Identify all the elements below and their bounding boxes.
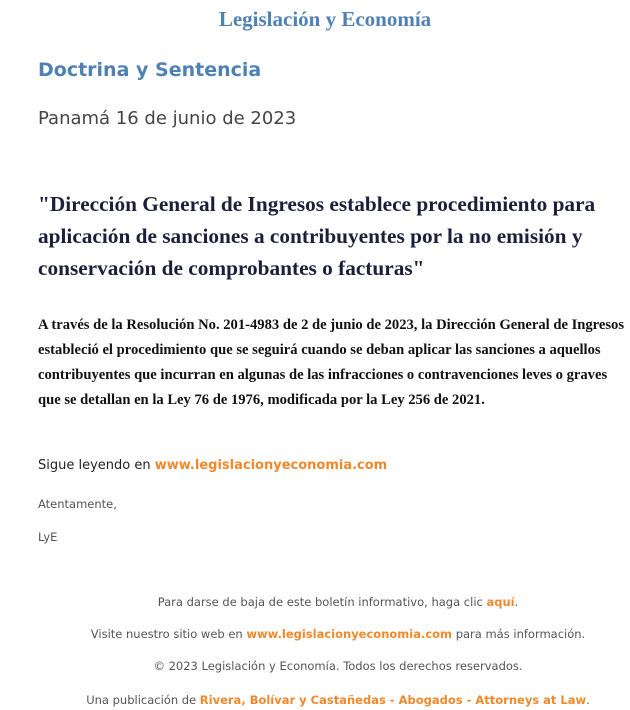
article-headline: "Dirección General de Ingresos establece procedimiento para aplicación de sanciones a contribuyentes por la no emisión y conservación de comprobantes o facturas" (38, 192, 596, 280)
dateline: Panamá 16 de junio de 2023 (38, 108, 297, 129)
visit-website-line (0, 627, 630, 641)
unsubscribe-line (0, 595, 630, 609)
article-lede: A través de la Resolución No. 201-4983 de 2 de junio de 2023, la Dirección General de Ingresos estableció el procedimiento que se seguirá cuando se deban aplicar las sanciones a aquellos contribuyentes que incurran en algunas de las infracciones o contravenciones leves o graves que se detallan en la Ley 76 de 1976, modificada por la Ley 256 de 2021. (38, 317, 625, 408)
closing-text: Atentamente, (38, 497, 117, 511)
continue-reading-link[interactable]: www.legislacionyeconomia.com (154, 458, 388, 473)
newsletter-masthead: Legislación y Economía (218, 7, 432, 31)
copyright-notice: © 2023 Legislación y Economía. Todos los derechos reservados. (153, 659, 523, 673)
continue-reading (38, 458, 387, 473)
publisher-link[interactable]: Rivera, Bolívar y Castañedas - Abogados - Attorneys at Law (199, 693, 587, 707)
visit-suffix: para más información. (452, 627, 586, 641)
unsubscribe-prefix: Para darse de baja de este boletín informativo, haga clic (157, 595, 487, 609)
website-link[interactable]: www.legislacionyeconomia.com (246, 627, 453, 641)
section-title: Doctrina y Sentencia (38, 59, 262, 81)
continue-prefix: Sigue leyendo en (38, 458, 155, 473)
unsubscribe-suffix: . (514, 595, 519, 609)
publisher-line (0, 693, 630, 707)
visit-prefix: Visite nuestro sitio web en (90, 627, 247, 641)
unsubscribe-link[interactable]: aquí (486, 595, 515, 609)
publisher-prefix: Una publicación de (86, 693, 200, 707)
signature: LyE (38, 530, 58, 544)
publisher-suffix: . (586, 693, 590, 707)
